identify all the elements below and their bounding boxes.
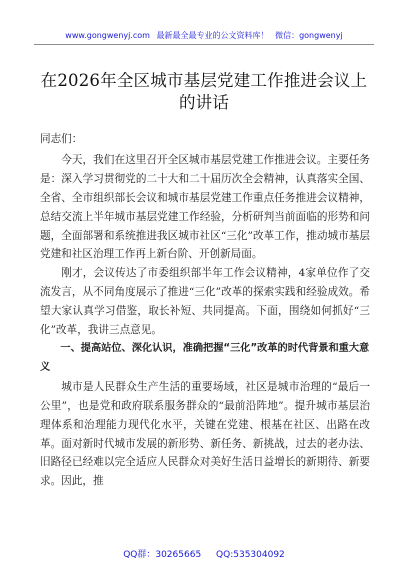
section-heading: 一、提高站位、深化认识，准确把握“三化”改革的时代背景和重大意义 bbox=[40, 342, 370, 373]
page-footer bbox=[0, 547, 408, 560]
paragraph-1: 今天，我们在这里召开全区城市基层党建工作推进会议。主要任务是：深入学习贯彻党的二十大和二十届历次全会精神，认真落实全国、全省、全市组织部长会议和城市基层党建工作重点任务推进会议精神，总结交流上半年城市基层党建工作经验，分析研判当前面临的形势和问题，全面部署和系统推进我区城市社区“三化”改革工作，推动城市基层党建和社区治理工作再上新台阶、开创新局面。 bbox=[40, 153, 370, 261]
paragraph-3: 城市是人民群众生产生活的重要场域，社区是城市治理的“最后一公里”，也是党和政府联系服务群众的“最前沿阵地”。提升城市基层治理体系和治理能力现代化水平，关键在党建、根基在社区、出路在改革。面对新时代城市发展的新形势、新任务、新挑战，过去的老办法、旧路径已经难以完全适应人民群众对美好生活日益增长的新期待、新要求。因此，推 bbox=[40, 380, 370, 488]
footer-qq-group: QQ群：30265665 bbox=[123, 550, 202, 560]
paragraph-2: 刚才，会议传达了市委组织部半年工作会议精神，4家单位作了交流发言，从不同角度展示了推进“三化”改革的探索实践和经验成效。希望大家认真学习借鉴，取长补短、共同提高。下面，围绕如何抓好“三化”改革，我讲三点意见。 bbox=[40, 267, 370, 337]
header-slogan: 最新最全最专业的公文资料库！ bbox=[156, 31, 269, 40]
document-body bbox=[40, 130, 370, 491]
header-site[interactable]: www.gongwenyj.com bbox=[65, 31, 150, 40]
page-header bbox=[0, 0, 408, 48]
header-text bbox=[0, 30, 408, 41]
header-wechat: 微信：gongwenyj bbox=[275, 31, 343, 40]
document-title: 在2026年全区城市基层党建工作推进会议上的讲话 bbox=[40, 71, 368, 112]
header-divider bbox=[34, 44, 374, 45]
footer-qq: QQ:535304092 bbox=[216, 550, 285, 560]
salutation: 同志们： bbox=[40, 133, 83, 145]
